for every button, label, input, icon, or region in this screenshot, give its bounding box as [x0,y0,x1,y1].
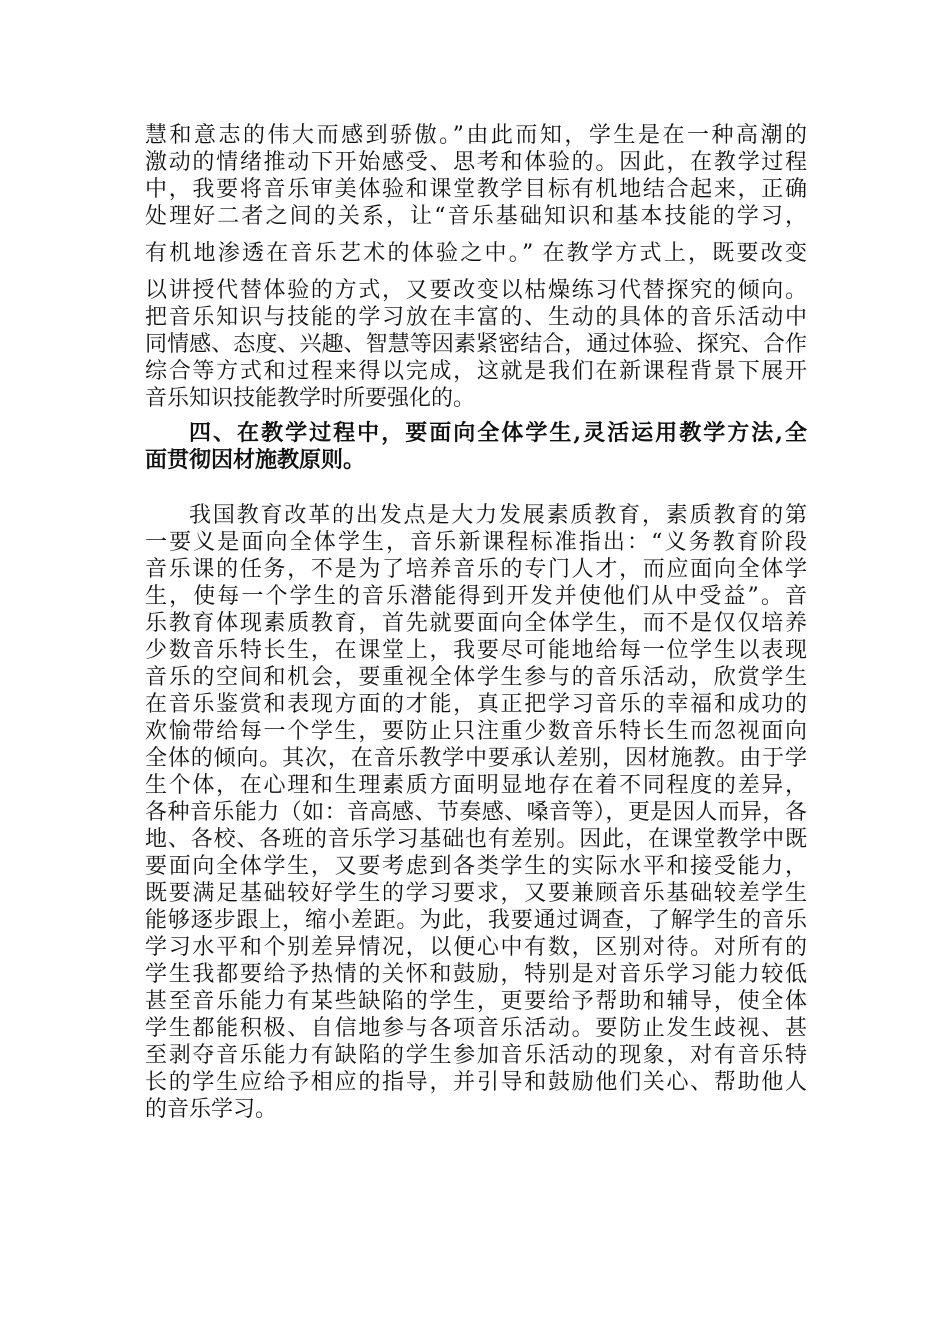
heading-line: 面贯彻因材施教原则。 [145,447,366,473]
text-line: 激动的情绪推动下开始感受、思考和体验的。因此，在教学过程 [145,150,807,175]
text-line: 少数音乐特长生，在课堂上，我要尽可能地给每一位学生以表现 [145,638,807,663]
text-line: 以讲授代替体验的方式，又要改变以枯燥练习代替探究的倾向。 [145,278,807,303]
text-line: 音乐的空间和机会，要重视全体学生参与的音乐活动，欣赏学生 [145,665,807,690]
text-line: 要面向全体学生，又要考虑到各类学生的实际水平和接受能力， [145,854,807,879]
body-paragraph-2 [145,502,807,1123]
section-heading [145,420,807,474]
text-line: 长的学生应给予相应的指导，并引导和鼓励他们关心、帮助他人 [145,1070,807,1095]
text-line: 生个体，在心理和生理素质方面明显地存在着不同程度的差异， [145,773,807,798]
text-line: 欢愉带给每一个学生，要防止只注重少数音乐特长生而忽视面向 [145,719,807,744]
text-line: 的音乐学习。 [145,1097,278,1122]
text-line: 中，我要将音乐审美体验和课堂教学目标有机地结合起来，正确 [145,177,807,202]
text-line: 一要义是面向全体学生，音乐新课程标准指出：“义务教育阶段 [145,530,807,555]
text-line: 有机地渗透在音乐艺术的体验之中。” 在教学方式上，既要改变 [145,241,807,266]
text-line: 学习水平和个别差异情况，以便心中有数，区别对待。对所有的 [145,935,807,960]
text-line: 把音乐知识与技能的学习放在丰富的、生动的具体的音乐活动中 [145,305,807,330]
text-line: 甚至音乐能力有某些缺陷的学生，更要给予帮助和辅导，使全体 [145,989,807,1014]
text-line: 地、各校、各班的音乐学习基础也有差别。因此，在课堂教学中既 [145,827,807,852]
text-line: 既要满足基础较好学生的学习要求，又要兼顾音乐基础较差学生 [145,881,807,906]
text-line: 乐教育体现素质教育，首先就要面向全体学生，而不是仅仅培养 [145,611,807,636]
body-paragraph-1 [145,122,807,412]
text-line: 生，使每一个学生的音乐潜能得到开发并使他们从中受益”。音 [145,584,807,609]
heading-line: 四、在教学过程中，要面向全体学生,灵活运用教学方法,全 [189,420,807,446]
text-line: 全体的倾向。其次，在音乐教学中要承认差别，因材施教。由于学 [145,746,807,771]
text-line: 处理好二者之间的关系，让“音乐基础知识和基本技能的学习， [145,204,807,229]
text-line: 音乐课的任务，不是为了培养音乐的专门人才，而应面向全体学 [145,557,807,582]
text-line: 同情感、态度、兴趣、智慧等因素紧密结合，通过体验、探究、合作 [145,332,807,357]
text-line: 至剥夺音乐能力有缺陷的学生参加音乐活动的现象，对有音乐特 [145,1043,807,1068]
text-line: 各种音乐能力（如：音高感、节奏感、嗓音等），更是因人而异，各 [145,800,807,825]
text-line: 在音乐鉴赏和表现方面的才能，真正把学习音乐的幸福和成功的 [145,692,807,717]
text-line: 能够逐步跟上，缩小差距。为此，我要通过调查，了解学生的音乐 [145,908,807,933]
text-line: 学生都能积极、自信地参与各项音乐活动。要防止发生歧视、甚 [145,1016,807,1041]
text-line: 我国教育改革的出发点是大力发展素质教育，素质教育的第 [189,503,807,528]
text-line: 慧和意志的伟大而感到骄傲。”由此而知，学生是在一种高潮的 [145,123,807,148]
text-line: 综合等方式和过程来得以完成，这就是我们在新课程背景下展开 [145,359,807,384]
text-line: 音乐知识技能教学时所要强化的。 [145,386,476,411]
text-line: 学生我都要给予热情的关怀和鼓励，特别是对音乐学习能力较低 [145,962,807,987]
